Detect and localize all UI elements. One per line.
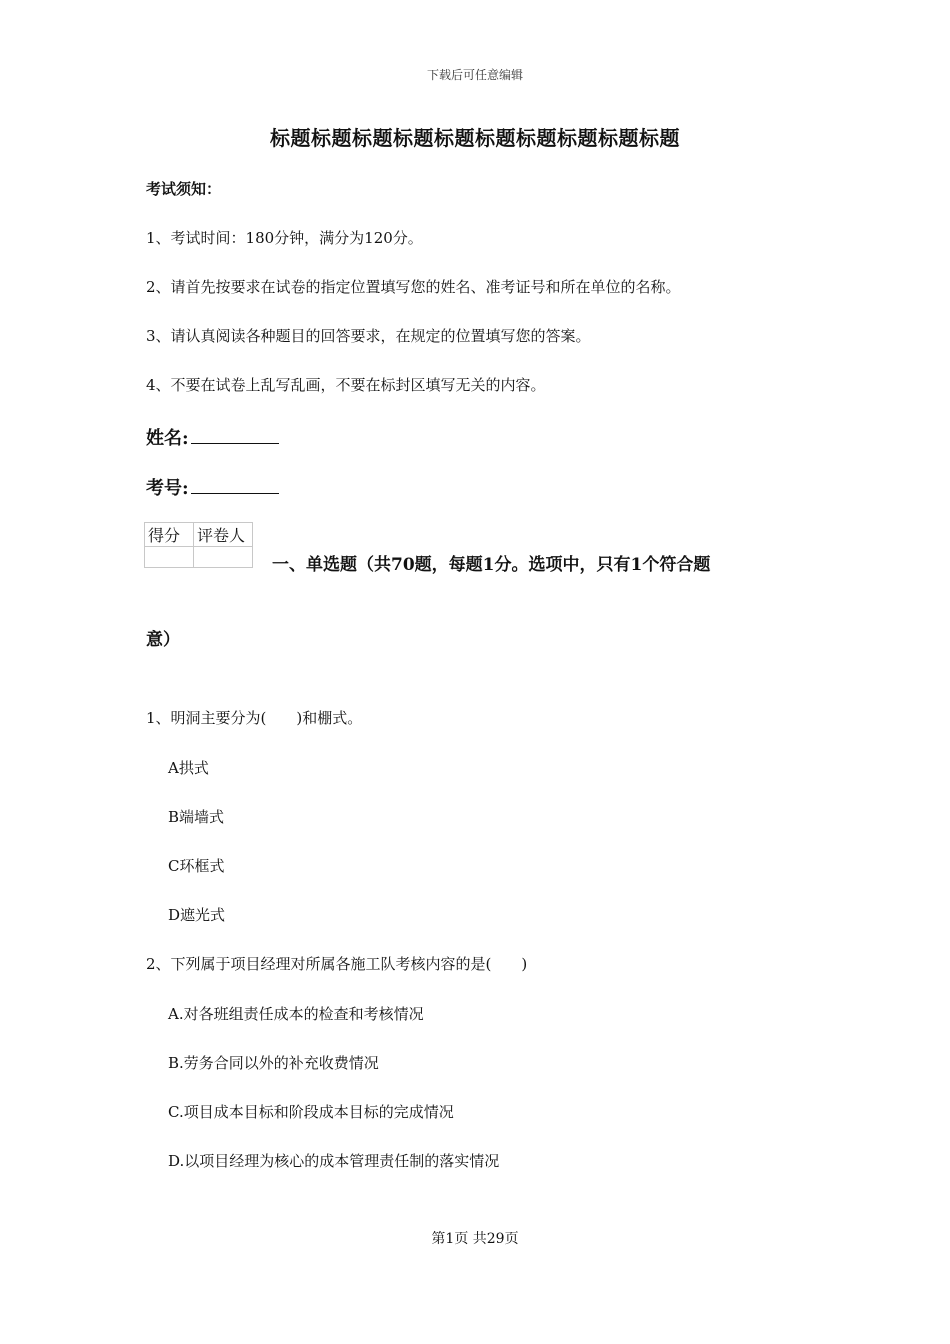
name-field bbox=[146, 424, 279, 450]
question-option: D遮光式 bbox=[168, 906, 226, 924]
question-option: B.劳务合同以外的补充收费情况 bbox=[168, 1054, 379, 1072]
question-option: B端墙式 bbox=[168, 808, 225, 826]
name-label: 姓名: bbox=[146, 428, 189, 449]
question-text: 2、下列属于项目经理对所属各施工队考核内容的是( ) bbox=[146, 955, 528, 973]
question-option: C.项目成本目标和阶段成本目标的完成情况 bbox=[168, 1103, 454, 1121]
score-cell[interactable] bbox=[145, 547, 194, 568]
question-text: 1、明洞主要分为( )和棚式。 bbox=[146, 709, 363, 727]
notice-heading: 考试须知： bbox=[146, 180, 222, 198]
id-field bbox=[146, 474, 279, 500]
document-title: 标题标题标题标题标题标题标题标题标题标题 bbox=[270, 126, 680, 150]
grader-header: 评卷人 bbox=[194, 523, 253, 547]
id-blank[interactable] bbox=[191, 476, 279, 494]
score-table bbox=[144, 522, 253, 568]
notice-item: 4、不要在试卷上乱写乱画，不要在标封区填写无关的内容。 bbox=[146, 376, 546, 394]
notice-item: 2、请首先按要求在试卷的指定位置填写您的姓名、准考证号和所在单位的名称。 bbox=[146, 278, 681, 296]
name-blank[interactable] bbox=[191, 426, 279, 444]
page-number: 第1页 共29页 bbox=[431, 1231, 519, 1247]
score-header: 得分 bbox=[145, 523, 194, 547]
question-option: D.以项目经理为核心的成本管理责任制的落实情况 bbox=[168, 1152, 500, 1170]
score-table-blank-row bbox=[145, 547, 253, 568]
question-option: A.对各班组责任成本的检查和考核情况 bbox=[168, 1005, 424, 1023]
notice-item: 1、考试时间：180分钟，满分为120分。 bbox=[146, 229, 423, 247]
question-option: C环框式 bbox=[168, 857, 225, 875]
notice-item: 3、请认真阅读各种题目的回答要求，在规定的位置填写您的答案。 bbox=[146, 327, 591, 345]
id-label: 考号: bbox=[146, 478, 189, 499]
question-option: A拱式 bbox=[168, 759, 209, 777]
score-table-header-row bbox=[145, 523, 253, 547]
section-title-continued: 意） bbox=[146, 630, 180, 650]
section-title: 一、单选题（共70题，每题1分。选项中，只有1个符合题 bbox=[272, 555, 711, 575]
header-note: 下载后可任意编辑 bbox=[426, 68, 523, 82]
grader-cell[interactable] bbox=[194, 547, 253, 568]
